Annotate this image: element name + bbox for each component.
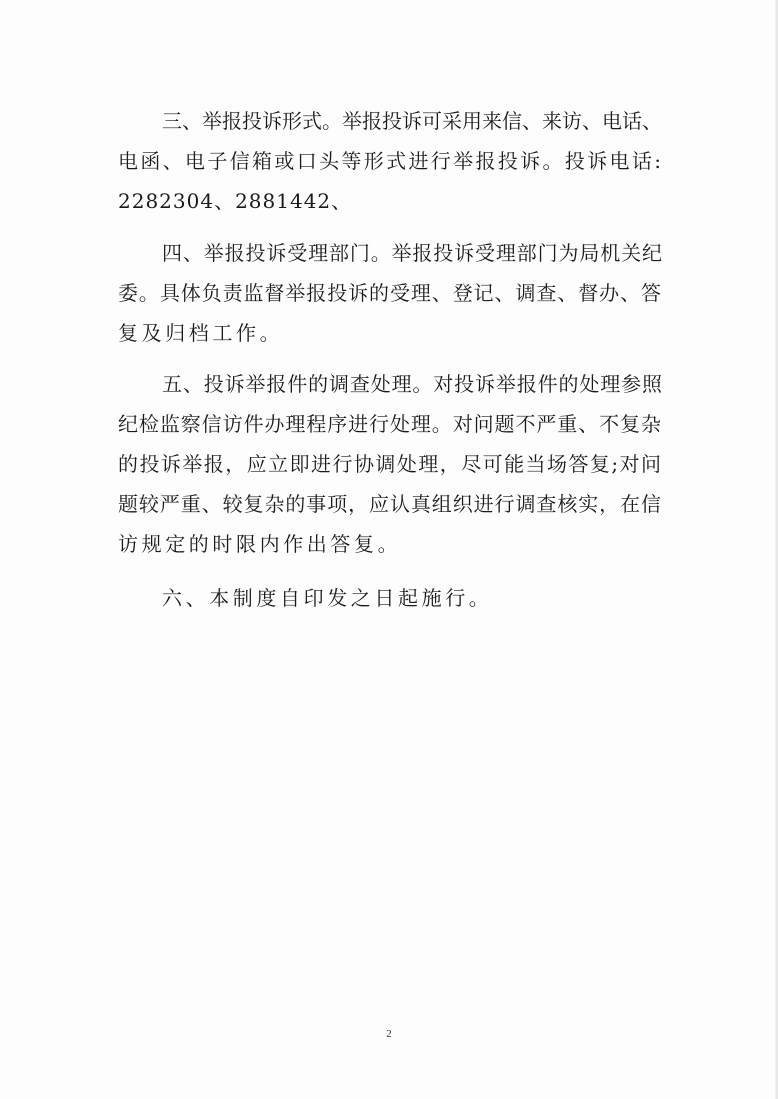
paragraph-5-line-3: 的投诉举报，应立即进行协调处理，尽可能当场答复;对问 — [118, 452, 661, 476]
paragraph-5-line-2: 纪检监察信访件办理程序进行处理。对问题不严重、不复杂 — [118, 412, 661, 436]
paragraph-4-line-3: 复及归档工作。 — [118, 321, 284, 345]
paragraph-6-line-1: 六、本制度自印发之日起施行。 — [162, 586, 493, 610]
paragraph-5-line-1: 五、投诉举报件的调查处理。对投诉举报件的处理参照 — [162, 372, 662, 396]
paragraph-3-line-1: 三、举报投诉形式。举报投诉可采用来信、来访、电话、 — [162, 109, 662, 133]
paragraph-4-line-1: 四、举报投诉受理部门。举报投诉受理部门为局机关纪 — [162, 241, 662, 265]
paragraph-5-line-5: 访规定的时限内作出答复。 — [118, 532, 402, 556]
page-number: 2 — [386, 1028, 392, 1040]
paragraph-5-line-4: 题较严重、较复杂的事项，应认真组织进行调查核实，在信 — [118, 492, 661, 516]
paragraph-4-line-2: 委。具体负责监督举报投诉的受理、登记、调查、督办、答 — [118, 281, 661, 305]
paragraph-3-line-3: 2282304、2881442、 — [118, 189, 353, 213]
paragraph-3-line-2: 电函、电子信箱或口头等形式进行举报投诉。投诉电话: — [118, 149, 661, 173]
